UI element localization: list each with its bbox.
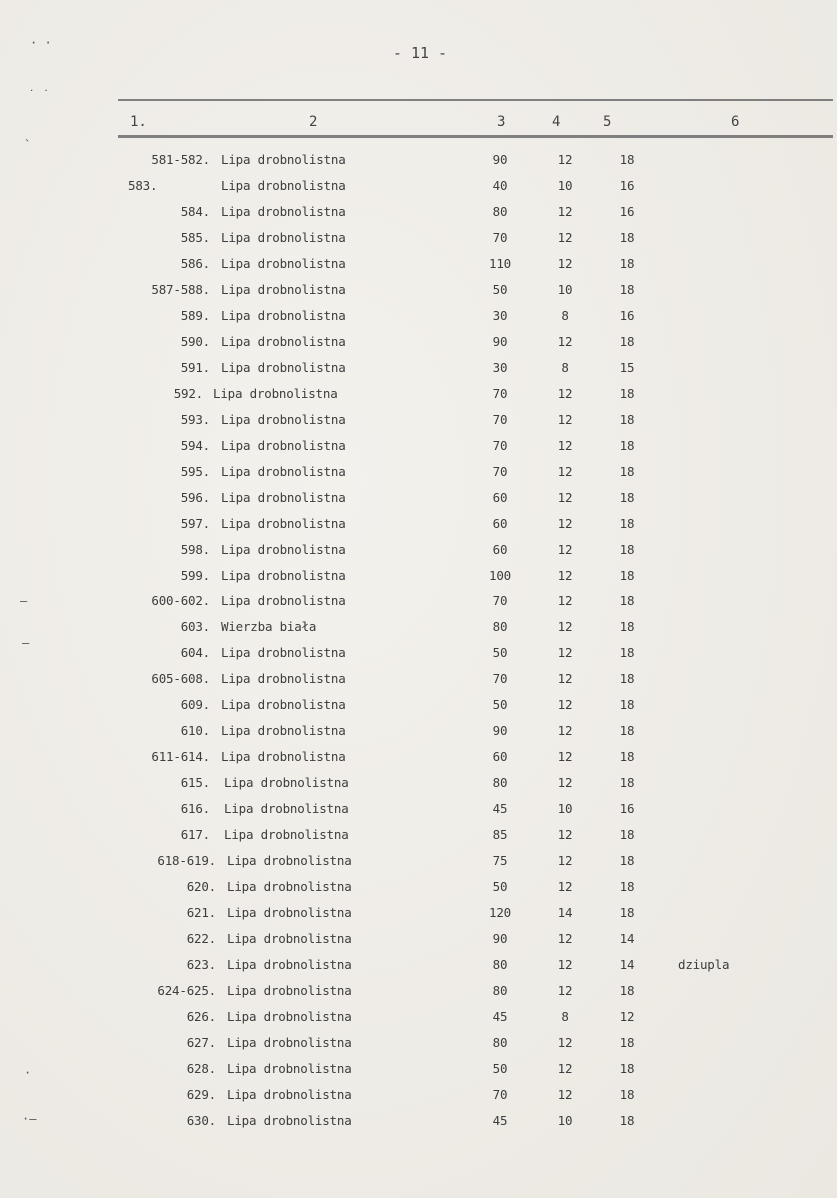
species-name: Lipa drobnolistna (221, 567, 346, 583)
species-name: Lipa drobnolistna (227, 957, 352, 973)
value-col-3: 90 (492, 931, 508, 947)
value-col-4: 12 (557, 697, 573, 713)
value-col-3: 60 (492, 749, 508, 765)
value-col-3: 70 (492, 593, 508, 609)
table-row (0, 983, 837, 1007)
row-number: 605-608. (151, 671, 210, 687)
table-row (0, 568, 837, 592)
species-name: Lipa drobnolistna (221, 593, 346, 609)
row-number: 603. (180, 619, 210, 635)
species-name: Lipa drobnolistna (221, 229, 346, 245)
row-number: 583. (128, 177, 158, 193)
value-col-5: 18 (619, 1112, 635, 1128)
value-col-5: 18 (619, 723, 635, 739)
row-number: 594. (180, 437, 210, 453)
value-col-4: 12 (557, 203, 573, 219)
margin-mark: · (24, 1066, 32, 1080)
value-col-5: 18 (619, 749, 635, 765)
value-col-3: 40 (492, 177, 508, 193)
row-number: 609. (180, 697, 210, 713)
table-row (0, 1009, 837, 1033)
row-number: 627. (186, 1034, 216, 1050)
table-row (0, 490, 837, 514)
row-number: 587-588. (151, 281, 210, 297)
species-name: Lipa drobnolistna (227, 931, 352, 947)
value-col-4: 12 (557, 749, 573, 765)
row-number: 604. (180, 645, 210, 661)
value-col-5: 18 (619, 1034, 635, 1050)
value-col-3: 50 (492, 697, 508, 713)
value-col-3: 80 (492, 957, 508, 973)
row-number: 617. (180, 827, 210, 843)
value-col-5: 18 (619, 1086, 635, 1102)
row-number: 589. (180, 307, 210, 323)
value-col-4: 12 (557, 619, 573, 635)
row-number: 615. (180, 775, 210, 791)
row-number: 626. (186, 1009, 216, 1024)
row-number: 585. (180, 229, 210, 245)
table-row (0, 593, 837, 617)
margin-mark: ` (24, 138, 32, 152)
value-col-5: 18 (619, 853, 635, 869)
value-col-5: 18 (619, 567, 635, 583)
margin-mark: – (22, 636, 30, 650)
value-col-4: 12 (557, 931, 573, 947)
column-header-5: 5 (603, 114, 612, 130)
column-header-6: 6 (731, 114, 740, 130)
value-col-3: 80 (492, 983, 508, 999)
value-col-5: 12 (619, 1009, 635, 1024)
table-row (0, 801, 837, 825)
value-col-5: 18 (619, 905, 635, 921)
table-row (0, 645, 837, 669)
table-row (0, 905, 837, 929)
value-col-4: 12 (557, 879, 573, 895)
value-col-4: 12 (557, 437, 573, 453)
value-col-3: 80 (492, 619, 508, 635)
value-col-5: 18 (619, 152, 635, 167)
value-col-4: 12 (557, 567, 573, 583)
value-col-5: 18 (619, 593, 635, 609)
value-col-4: 8 (561, 1009, 569, 1024)
value-col-4: 12 (557, 957, 573, 973)
value-col-4: 10 (557, 281, 573, 297)
table-row (0, 386, 837, 410)
value-col-3: 120 (489, 905, 511, 921)
value-col-5: 18 (619, 827, 635, 843)
species-name: Lipa drobnolistna (221, 697, 346, 713)
species-name: Lipa drobnolistna (227, 853, 352, 869)
value-col-3: 50 (492, 281, 508, 297)
row-number: 600-602. (151, 593, 210, 609)
value-col-4: 12 (557, 463, 573, 479)
species-name: Lipa drobnolistna (221, 463, 346, 479)
row-number: 599. (180, 567, 210, 583)
table-row (0, 516, 837, 540)
value-col-4: 12 (557, 1034, 573, 1050)
table-row (0, 334, 837, 358)
value-col-4: 12 (557, 1060, 573, 1076)
value-col-4: 10 (557, 801, 573, 817)
value-col-5: 15 (619, 359, 635, 375)
value-col-3: 50 (492, 1060, 508, 1076)
row-number: 584. (180, 203, 210, 219)
value-col-3: 30 (492, 307, 508, 323)
value-col-5: 16 (619, 203, 635, 219)
value-col-5: 14 (619, 957, 635, 973)
value-col-4: 12 (557, 723, 573, 739)
value-col-4: 12 (557, 645, 573, 661)
table-row (0, 957, 837, 981)
value-col-5: 18 (619, 229, 635, 245)
species-name: Lipa drobnolistna (227, 1009, 352, 1024)
value-col-4: 12 (557, 541, 573, 557)
row-number: 618-619. (157, 853, 216, 869)
value-col-5: 18 (619, 385, 635, 401)
table-row (0, 542, 837, 566)
value-col-5: 18 (619, 411, 635, 427)
species-name: Lipa drobnolistna (224, 801, 349, 817)
column-header-2: 2 (309, 114, 318, 130)
row-number: 611-614. (151, 749, 210, 765)
row-number: 621. (186, 905, 216, 921)
value-col-4: 12 (557, 411, 573, 427)
table-row (0, 438, 837, 462)
value-col-5: 18 (619, 983, 635, 999)
row-number: 629. (186, 1086, 216, 1102)
table-row (0, 671, 837, 695)
row-number: 598. (180, 541, 210, 557)
value-col-4: 12 (557, 853, 573, 869)
table-row (0, 749, 837, 773)
row-number: 628. (186, 1060, 216, 1076)
value-col-3: 90 (492, 723, 508, 739)
row-number: 616. (180, 801, 210, 817)
value-col-5: 16 (619, 307, 635, 323)
value-col-4: 10 (557, 1112, 573, 1128)
value-col-5: 18 (619, 879, 635, 895)
row-number: 586. (180, 255, 210, 271)
margin-mark: – (20, 594, 28, 608)
table-row (0, 1061, 837, 1085)
value-col-5: 18 (619, 515, 635, 531)
species-name: Lipa drobnolistna (221, 255, 346, 271)
table-row (0, 152, 837, 176)
row-number: 610. (180, 723, 210, 739)
value-col-4: 14 (557, 905, 573, 921)
margin-mark: ·– (22, 1112, 37, 1126)
row-number: 593. (180, 411, 210, 427)
value-col-3: 80 (492, 203, 508, 219)
remark: dziupla (678, 957, 730, 973)
species-name: Lipa drobnolistna (221, 723, 346, 739)
table-row (0, 1035, 837, 1059)
table-row (0, 723, 837, 747)
table-row (0, 879, 837, 903)
species-name: Lipa drobnolistna (221, 645, 346, 661)
value-col-4: 12 (557, 152, 573, 167)
value-col-5: 18 (619, 255, 635, 271)
species-name: Wierzba biała (221, 619, 317, 635)
value-col-5: 18 (619, 645, 635, 661)
value-col-3: 70 (492, 463, 508, 479)
page-number: - 11 - (392, 44, 448, 62)
value-col-3: 60 (492, 489, 508, 505)
table-header (0, 114, 837, 134)
value-col-4: 12 (557, 983, 573, 999)
value-col-3: 50 (492, 879, 508, 895)
value-col-4: 12 (557, 515, 573, 531)
value-col-4: 12 (557, 671, 573, 687)
species-name: Lipa drobnolistna (224, 827, 349, 843)
table-row (0, 360, 837, 384)
value-col-3: 45 (492, 801, 508, 817)
value-col-3: 90 (492, 333, 508, 349)
table-row (0, 464, 837, 488)
species-name: Lipa drobnolistna (221, 437, 346, 453)
value-col-5: 16 (619, 801, 635, 817)
value-col-4: 12 (557, 1086, 573, 1102)
value-col-3: 80 (492, 1034, 508, 1050)
species-name: Lipa drobnolistna (221, 541, 346, 557)
species-name: Lipa drobnolistna (221, 333, 346, 349)
value-col-5: 18 (619, 281, 635, 297)
row-number: 596. (180, 489, 210, 505)
margin-mark: ˙ ˙ (28, 88, 50, 102)
table-row (0, 230, 837, 254)
value-col-5: 16 (619, 177, 635, 193)
value-col-5: 18 (619, 671, 635, 687)
value-col-3: 110 (489, 255, 511, 271)
value-col-5: 14 (619, 931, 635, 947)
value-col-4: 8 (561, 359, 569, 375)
value-col-3: 75 (492, 853, 508, 869)
species-name: Lipa drobnolistna (227, 879, 352, 895)
table-row (0, 619, 837, 643)
value-col-4: 12 (557, 229, 573, 245)
value-col-4: 8 (561, 307, 569, 323)
species-name: Lipa drobnolistna (227, 1086, 352, 1102)
table-row (0, 827, 837, 851)
row-number: 597. (180, 515, 210, 531)
species-name: Lipa drobnolistna (224, 775, 349, 791)
table-row (0, 853, 837, 877)
species-name: Lipa drobnolistna (227, 905, 352, 921)
table-row (0, 931, 837, 955)
value-col-3: 70 (492, 671, 508, 687)
column-header-3: 3 (497, 114, 506, 130)
value-col-5: 18 (619, 619, 635, 635)
species-name: Lipa drobnolistna (221, 307, 346, 323)
value-col-4: 12 (557, 385, 573, 401)
value-col-3: 90 (492, 152, 508, 167)
species-name: Lipa drobnolistna (221, 749, 346, 765)
value-col-5: 18 (619, 697, 635, 713)
table-top-rule (118, 99, 833, 101)
value-col-3: 85 (492, 827, 508, 843)
value-col-4: 12 (557, 489, 573, 505)
species-name: Lipa drobnolistna (221, 411, 346, 427)
value-col-3: 70 (492, 437, 508, 453)
table-row (0, 1087, 837, 1111)
value-col-3: 70 (492, 1086, 508, 1102)
species-name: Lipa drobnolistna (221, 281, 346, 297)
table-row (0, 256, 837, 280)
row-number: 592. (173, 385, 203, 401)
species-name: Lipa drobnolistna (213, 385, 338, 401)
value-col-5: 18 (619, 437, 635, 453)
species-name: Lipa drobnolistna (227, 983, 352, 999)
table-row (0, 775, 837, 799)
table-row (0, 1113, 837, 1137)
table-row (0, 178, 837, 202)
value-col-3: 70 (492, 229, 508, 245)
value-col-4: 12 (557, 333, 573, 349)
species-name: Lipa drobnolistna (221, 515, 346, 531)
row-number: 591. (180, 359, 210, 375)
value-col-3: 60 (492, 541, 508, 557)
table-row (0, 412, 837, 436)
species-name: Lipa drobnolistna (221, 177, 346, 193)
value-col-5: 18 (619, 1060, 635, 1076)
column-header-1: 1. (130, 114, 147, 130)
row-number: 581-582. (151, 152, 210, 167)
value-col-5: 18 (619, 333, 635, 349)
row-number: 620. (186, 879, 216, 895)
value-col-4: 12 (557, 827, 573, 843)
species-name: Lipa drobnolistna (221, 489, 346, 505)
value-col-5: 18 (619, 541, 635, 557)
species-name: Lipa drobnolistna (221, 203, 346, 219)
value-col-3: 30 (492, 359, 508, 375)
row-number: 622. (186, 931, 216, 947)
species-name: Lipa drobnolistna (227, 1034, 352, 1050)
column-header-4: 4 (552, 114, 561, 130)
species-name: Lipa drobnolistna (221, 152, 346, 167)
value-col-4: 12 (557, 255, 573, 271)
row-number: 595. (180, 463, 210, 479)
value-col-3: 80 (492, 775, 508, 791)
value-col-4: 12 (557, 775, 573, 791)
species-name: Lipa drobnolistna (227, 1112, 352, 1128)
row-number: 590. (180, 333, 210, 349)
value-col-5: 18 (619, 775, 635, 791)
table-header-rule (118, 135, 833, 138)
table-row (0, 204, 837, 228)
table-row (0, 697, 837, 721)
margin-mark: · · (30, 36, 52, 50)
value-col-3: 70 (492, 411, 508, 427)
value-col-3: 100 (489, 567, 511, 583)
value-col-3: 60 (492, 515, 508, 531)
value-col-3: 70 (492, 385, 508, 401)
species-name: Lipa drobnolistna (221, 671, 346, 687)
table-row (0, 308, 837, 332)
value-col-5: 18 (619, 489, 635, 505)
row-number: 630. (186, 1112, 216, 1128)
value-col-3: 50 (492, 645, 508, 661)
row-number: 623. (186, 957, 216, 973)
value-col-5: 18 (619, 463, 635, 479)
species-name: Lipa drobnolistna (221, 359, 346, 375)
value-col-3: 45 (492, 1009, 508, 1024)
value-col-4: 10 (557, 177, 573, 193)
table-row (0, 282, 837, 306)
species-name: Lipa drobnolistna (227, 1060, 352, 1076)
value-col-4: 12 (557, 593, 573, 609)
value-col-3: 45 (492, 1112, 508, 1128)
row-number: 624-625. (157, 983, 216, 999)
